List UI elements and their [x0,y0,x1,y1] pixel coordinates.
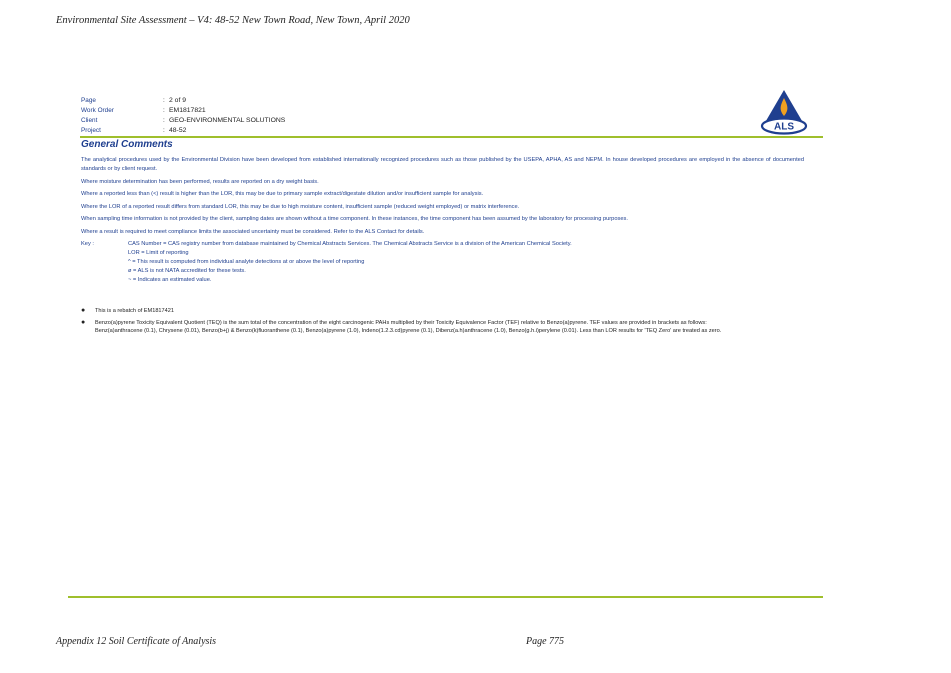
meta-label: Project [81,127,101,134]
meta-label: Page [81,97,96,104]
logo-text: ALS [774,121,794,133]
meta-row-client [81,116,285,126]
meta-separator: : [163,117,165,124]
key-lines [128,240,804,285]
document-header: Environmental Site Assessment – V4: 48-52 New Town Road, New Town, April 2020 [56,15,410,26]
als-logo [759,88,809,136]
meta-row-project [81,126,285,136]
footer-divider [68,596,823,598]
section-title: General Comments [81,139,173,150]
key-line: ~ = Indicates an estimated value. [128,277,212,283]
meta-value: EM1817821 [169,107,206,114]
meta-label: Work Order [81,107,114,114]
key-line: ø = ALS is not NATA accredited for these tests. [128,268,246,274]
meta-separator: : [163,97,165,104]
comment-paragraph: Where a reported less than (<) result is higher than the LOR, this may be due to primary sample extract/digestate dilution and/or insufficient sample for analysis. [81,191,484,197]
meta-value: 48-52 [169,127,187,134]
meta-value: GEO-ENVIRONMENTAL SOLUTIONS [169,117,286,124]
bullet-item [81,319,731,336]
bullet-text: Benzo(a)pyrene Toxicity Equivalent Quotient (TEQ) is the sum total of the concentration of the eight carcinogenic PAHs multiplied by their Toxicity Equivalence Factor (TEF) relative to Benzo(a)pyrene. TEF values are provided in brackets as follows: Benz(a)anthracene (0.1), Chrysene (0.01), Benzo(b+j) & Benzo(k)fluoranthene (0.1), Benzo(a)pyrene (1.0), Indeno(1.2.3.cd)pyrene (0.1), Dibenz(a.h)anthracene (1.0), Benzo(g.h.i)perylene (0.01). Less than LOR results for 'TEQ Zero' are treated as zero. [95,319,722,335]
general-comments [81,156,804,285]
bullet-text: This is a rebatch of EM1817421 [95,308,174,314]
meta-value: 2 of 9 [169,97,187,104]
footer-appendix-title: Appendix 12 Soil Certificate of Analysis [56,636,217,647]
meta-row-work-order [81,106,285,116]
comment-paragraph: Where a result is required to meet compliance limits the associated uncertainty must be considered. Refer to the ALS Contact for details. [81,228,425,235]
report-meta [81,96,285,136]
bullet-icon: ● [81,307,86,314]
comment-paragraph: The analytical procedures used by the Environmental Division have been developed from established internationally recognized procedures such as those published by the USEPA, APHA, AS and NEPM. In house developed procedures are employed in the absence of documented standards or by client request. [81,157,804,172]
bullet-list [81,307,731,339]
header-divider [80,136,823,138]
meta-separator: : [163,127,165,134]
meta-row-page [81,96,285,106]
meta-separator: : [163,107,165,114]
key-label: Key : [81,241,94,247]
key-line: CAS Number = CAS registry number from database maintained by Chemical Abstracts Services. The Chemical Abstracts Service is a division of the American Chemical Society. [128,241,572,247]
bullet-item [81,307,731,315]
footer-page-number: Page 775 [526,636,565,647]
bullet-icon: ● [81,318,86,326]
meta-label: Client [81,117,98,124]
comment-paragraph: Where the LOR of a reported result differs from standard LOR, this may be due to high moisture content, insufficient sample (reduced weight employed) or matrix interference. [81,203,520,210]
comment-paragraph: Where moisture determination has been performed, results are reported on a dry weight basis. [81,178,319,185]
key-legend [81,240,804,285]
key-line: ^ = This result is computed from individual analyte detections at or above the level of reporting [128,259,365,265]
comment-paragraph: When sampling time information is not provided by the client, sampling dates are shown without a time component. In these instances, the time component has been assumed by the laboratory for processing purposes. [81,216,628,222]
key-line: LOR = Limit of reporting [128,250,189,256]
